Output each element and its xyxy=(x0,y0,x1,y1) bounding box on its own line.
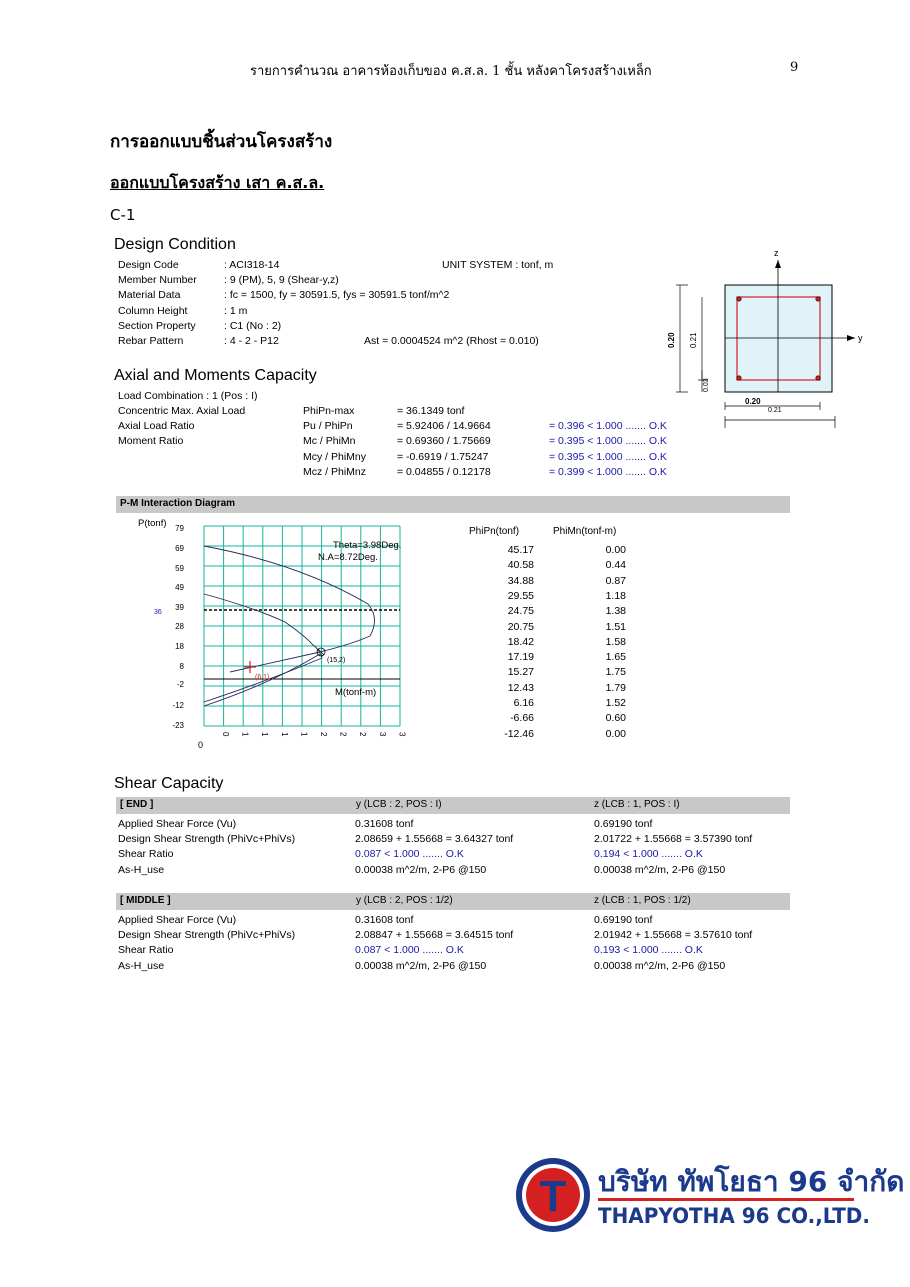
shear-label: Applied Shear Force (Vu) xyxy=(118,818,237,830)
shear-block-z-head: z (LCB : 1, POS : I) xyxy=(594,799,680,810)
x-tick-label: 0 xyxy=(221,732,230,737)
table-cell-phiMn: 1.38 xyxy=(605,605,626,618)
shear-z-value: 0.194 < 1.000 ....... O.K xyxy=(594,848,703,861)
shear-label: Shear Ratio xyxy=(118,944,174,957)
shear-label: As-H_use xyxy=(118,959,165,972)
heading-column-design: ออกแบบโครงสร้าง เสา ค.ส.ล. xyxy=(110,173,325,192)
table-cell-phiPn: -6.66 xyxy=(510,712,534,725)
table-cell-phiMn: 0.87 xyxy=(605,574,626,587)
phiPn-max-label: 36 xyxy=(154,609,162,616)
y-tick-label: 18 xyxy=(175,642,184,651)
shear-z-value: 2.01942 + 1.55668 = 3.57610 tonf xyxy=(594,929,753,942)
y-label: y xyxy=(858,333,863,343)
x-tick-label: 3 xyxy=(397,732,407,737)
logo-letter: T xyxy=(539,1172,567,1221)
table-cell-phiMn: 0.00 xyxy=(605,727,626,740)
shear-z-value: 0.00038 m^2/m, 2-P6 @150 xyxy=(594,863,726,876)
x-tick-labels xyxy=(221,732,406,737)
dim-height-outer: 0.21 xyxy=(689,332,698,348)
shear-y-value: 2.08847 + 1.55668 = 3.64515 tonf xyxy=(355,929,514,942)
axial-key: Mc / PhiMn xyxy=(303,435,356,448)
x-tick-label: 1 xyxy=(279,732,289,737)
axial-value: = 5.92406 / 14.9664 xyxy=(397,420,491,433)
table-cell-phiMn: 1.79 xyxy=(605,681,626,694)
table-cell-phiMn: 1.58 xyxy=(605,635,626,648)
dc-value: : ACI318-14 xyxy=(224,259,280,271)
company-logo xyxy=(514,1156,592,1234)
point-label-6-1: (6,1) xyxy=(255,674,270,681)
dim-cover: 0.03 xyxy=(703,378,710,392)
axial-label: Axial Load Ratio xyxy=(118,420,195,433)
y-tick-label: 49 xyxy=(175,583,184,592)
na-annotation: N.A=8.72Deg. xyxy=(318,552,378,563)
x-tick-label: 1 xyxy=(299,732,309,737)
shear-block-y-head: y (LCB : 2, POS : 1/2) xyxy=(356,895,453,906)
dc-label: Column Height xyxy=(118,304,188,317)
company-name-thai: บริษัท ทัพโยธา 96 จำกัด xyxy=(598,1165,905,1198)
dim-height-inner: 0.20 xyxy=(667,332,676,348)
shear-block-bar xyxy=(116,797,790,814)
shear-title: Shear Capacity xyxy=(114,775,224,792)
table-cell-phiMn: 0.00 xyxy=(605,544,626,556)
dc-value: : fc = 1500, fy = 30591.5, fys = 30591.5 tonf/m^2 xyxy=(224,289,450,302)
dc-value: : 4 - 2 - P12 xyxy=(224,335,279,347)
y-tick-origin: 0 xyxy=(198,740,204,750)
table-header-phiMn: PhiMn(tonf-m) xyxy=(553,526,617,537)
axial-key: Pu / PhiPn xyxy=(303,420,353,433)
shear-y-value: 0.31608 tonf xyxy=(355,818,414,830)
rebar-dot xyxy=(816,297,820,301)
shear-y-value: 0.31608 tonf xyxy=(355,914,414,926)
y-tick-label: -12 xyxy=(172,701,184,710)
rebar-dot xyxy=(737,376,741,380)
shear-label: Applied Shear Force (Vu) xyxy=(118,914,237,926)
dc-label: Material Data xyxy=(118,289,181,302)
y-tick-label: 8 xyxy=(179,662,184,671)
table-cell-phiPn: 17.19 xyxy=(507,651,534,664)
axial-check: = 0.395 < 1.000 ....... O.K xyxy=(549,435,667,448)
axial-key: Mcz / PhiMnz xyxy=(303,465,367,478)
shear-label: As-H_use xyxy=(118,863,165,876)
y-tick-label: 28 xyxy=(175,622,184,631)
chart-xlabel: M(tonf-m) xyxy=(335,687,377,698)
axial-label: Concentric Max. Axial Load xyxy=(118,405,246,417)
shear-label: Design Shear Strength (PhiVc+PhiVs) xyxy=(118,929,296,942)
x-tick-label: 2 xyxy=(319,732,328,737)
header-title: รายการคำนวณ อาคารห้องเก็บของ ค.ส.ล. 1 ชั้น หลังคาโครงสร้างเหล็ก xyxy=(250,64,652,79)
table-cell-phiPn: 40.58 xyxy=(507,559,534,572)
table-cell-phiMn: 1.65 xyxy=(605,651,626,664)
axial-label: Moment Ratio xyxy=(118,435,184,448)
z-label: z xyxy=(774,248,779,258)
axial-key: Mcy / PhiMny xyxy=(303,450,367,463)
axial-check: = 0.395 < 1.000 ....... O.K xyxy=(549,450,667,463)
y-tick-label: -23 xyxy=(172,721,184,730)
y-tick-label: 39 xyxy=(175,603,184,612)
pm-section-bar xyxy=(116,496,790,513)
axial-key: PhiPn-max xyxy=(303,405,355,417)
table-cell-phiPn: 12.43 xyxy=(507,681,534,694)
shear-y-value: 0.087 < 1.000 ....... O.K xyxy=(355,944,464,957)
shear-block-head: [ END ] xyxy=(120,799,154,810)
column-id: C-1 xyxy=(110,206,136,224)
axial-value: = 36.1349 tonf xyxy=(397,405,465,417)
table-cell-phiMn: 1.52 xyxy=(605,697,626,709)
x-tick-label: 2 xyxy=(358,732,368,737)
axial-check: = 0.396 < 1.000 ....... O.K xyxy=(549,420,667,433)
dc-label: Design Code xyxy=(118,259,179,271)
y-tick-label: 69 xyxy=(175,544,184,553)
dim-width-inner: 0.20 xyxy=(745,397,761,406)
dim-width-outer: 0.21 xyxy=(768,407,782,414)
table-cell-phiPn: 45.17 xyxy=(507,544,534,556)
page-number: 9 xyxy=(790,60,799,75)
point-label-15-2: (15,2) xyxy=(327,657,346,664)
pm-bar-label: P-M Interaction Diagram xyxy=(120,498,236,509)
axial-value: = 0.04855 / 0.12178 xyxy=(397,465,491,478)
rebar-dot xyxy=(816,376,820,380)
shear-block-y-head: y (LCB : 2, POS : I) xyxy=(356,799,442,810)
dc-label: Section Property xyxy=(118,319,196,332)
table-cell-phiPn: 34.88 xyxy=(507,574,534,587)
shear-label: Design Shear Strength (PhiVc+PhiVs) xyxy=(118,833,296,846)
logo-divider xyxy=(598,1198,854,1201)
y-tick-labels xyxy=(172,524,184,730)
shear-block-head: [ MIDDLE ] xyxy=(120,895,171,906)
x-tick-label: 1 xyxy=(260,732,270,737)
shear-z-value: 0.69190 tonf xyxy=(594,914,653,926)
table-cell-phiPn: 20.75 xyxy=(507,620,534,633)
x-tick-label: 2 xyxy=(338,732,348,737)
table-cell-phiPn: 18.42 xyxy=(507,635,534,648)
dc-value: : 1 m xyxy=(224,304,248,317)
load-combination: Load Combination : 1 (Pos : I) xyxy=(118,390,258,402)
table-cell-phiPn: -12.46 xyxy=(504,727,534,740)
section-outline xyxy=(725,285,832,392)
shear-y-value: 0.087 < 1.000 ....... O.K xyxy=(355,848,464,861)
table-header-phiPn: PhiPn(tonf) xyxy=(469,526,520,537)
axial-title: Axial and Moments Capacity xyxy=(114,367,317,384)
x-tick-label: 1 xyxy=(240,732,250,737)
shear-y-value: 0.00038 m^2/m, 2-P6 @150 xyxy=(355,959,487,972)
axial-check: = 0.399 < 1.000 ....... O.K xyxy=(549,465,667,478)
shear-y-value: 2.08659 + 1.55668 = 3.64327 tonf xyxy=(355,833,514,846)
shear-block-z-head: z (LCB : 1, POS : 1/2) xyxy=(594,895,691,906)
theta-annotation: Theta=3.98Deg. xyxy=(333,540,402,551)
shear-label: Shear Ratio xyxy=(118,848,174,861)
table-cell-phiPn: 6.16 xyxy=(513,697,534,709)
shear-block-bar xyxy=(116,893,790,910)
rebar-dot xyxy=(737,297,741,301)
y-tick-label: 59 xyxy=(175,564,184,573)
shear-z-value: 0.69190 tonf xyxy=(594,818,653,830)
ast-value: Ast = 0.0004524 m^2 (Rhost = 0.010) xyxy=(364,335,539,347)
column-section-figure xyxy=(640,240,870,435)
dc-label: Member Number xyxy=(118,274,197,287)
dc-value: : 9 (PM), 5, 9 (Shear-y,z) xyxy=(224,274,339,287)
axial-value: = 0.69360 / 1.75669 xyxy=(397,435,491,448)
dc-label: Rebar Pattern xyxy=(118,335,184,347)
table-cell-phiPn: 15.27 xyxy=(507,666,534,679)
shear-z-value: 0.00038 m^2/m, 2-P6 @150 xyxy=(594,959,726,972)
table-cell-phiMn: 1.75 xyxy=(605,666,626,679)
table-cell-phiMn: 0.60 xyxy=(605,712,626,725)
axial-value: = -0.6919 / 1.75247 xyxy=(397,450,489,463)
shear-y-value: 0.00038 m^2/m, 2-P6 @150 xyxy=(355,863,487,876)
x-tick-label: 3 xyxy=(377,732,387,737)
table-cell-phiPn: 29.55 xyxy=(507,589,534,602)
y-tick-label: 79 xyxy=(175,524,184,533)
design-condition-title: Design Condition xyxy=(114,236,236,253)
pm-interaction-chart xyxy=(130,512,430,757)
heading-design-members: การออกแบบชิ้นส่วนโครงสร้าง xyxy=(110,132,333,152)
shear-z-value: 2.01722 + 1.55668 = 3.57390 tonf xyxy=(594,833,753,846)
table-cell-phiMn: 1.18 xyxy=(605,589,626,602)
y-tick-label: -2 xyxy=(176,680,184,689)
unit-system: UNIT SYSTEM : tonf, m xyxy=(442,259,554,271)
shear-z-value: 0.193 < 1.000 ....... O.K xyxy=(594,944,703,957)
company-name-english: THAPYOTHA 96 CO.,LTD. xyxy=(598,1204,870,1228)
table-cell-phiMn: 1.51 xyxy=(605,620,626,633)
dc-value: : C1 (No : 2) xyxy=(224,319,282,332)
chart-ylabel: P(tonf) xyxy=(138,518,167,529)
table-cell-phiMn: 0.44 xyxy=(605,559,626,572)
table-cell-phiPn: 24.75 xyxy=(507,605,534,618)
